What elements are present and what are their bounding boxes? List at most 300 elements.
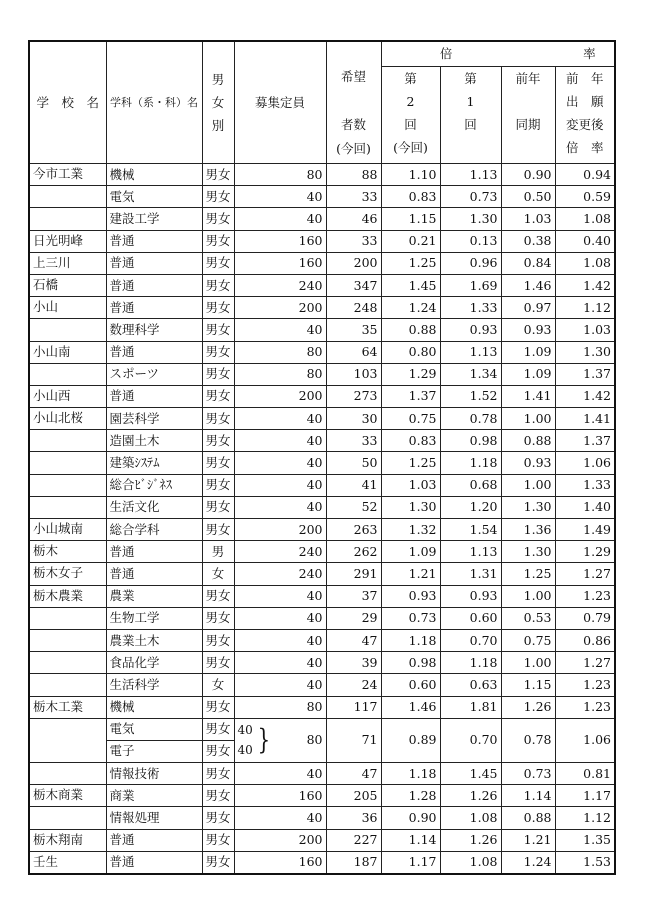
prev-year-ratio-cell: 0.93 — [501, 319, 555, 341]
table-row — [29, 785, 615, 807]
sex-cell: 男女 — [202, 652, 234, 674]
quota-cell: 200 — [234, 829, 326, 851]
table-row — [29, 607, 615, 629]
dept-cell: 建築ｼｽﾃﾑ — [106, 452, 202, 474]
after-change-ratio-cell: 1.06 — [555, 718, 615, 762]
school-cell — [29, 718, 106, 762]
school-cell — [29, 807, 106, 829]
after-change-ratio-cell: 1.41 — [555, 408, 615, 430]
sex-cell: 男女 — [202, 164, 234, 186]
quota-cell: 160 — [234, 851, 326, 874]
after-change-ratio-cell: 1.49 — [555, 519, 615, 541]
table-row — [29, 541, 615, 563]
ratio-table — [28, 40, 616, 875]
quota-cell: 40 — [234, 208, 326, 230]
round2-ratio-cell: 0.75 — [381, 408, 440, 430]
school-cell: 栃木女子 — [29, 563, 106, 585]
school-cell: 上三川 — [29, 252, 106, 274]
dept-cell: 生活科学 — [106, 674, 202, 696]
after-change-ratio-cell: 1.08 — [555, 208, 615, 230]
round2-ratio-cell: 1.46 — [381, 696, 440, 718]
round1-ratio-cell: 0.68 — [440, 474, 501, 496]
applicants-cell: 36 — [326, 807, 381, 829]
school-cell: 小山 — [29, 297, 106, 319]
dept-cell: 普通 — [106, 341, 202, 363]
prev-year-ratio-cell: 1.26 — [501, 696, 555, 718]
table-row — [29, 519, 615, 541]
quota-cell: 40 — [234, 452, 326, 474]
quota-cell: 40 — [234, 807, 326, 829]
applicants-cell: 33 — [326, 186, 381, 208]
after-change-ratio-cell: 0.40 — [555, 230, 615, 252]
prev-year-ratio-cell: 0.78 — [501, 718, 555, 762]
school-cell: 今市工業 — [29, 164, 106, 186]
round2-ratio-cell: 1.18 — [381, 629, 440, 651]
round2-ratio-cell: 1.32 — [381, 519, 440, 541]
table-row — [29, 252, 615, 274]
round2-ratio-cell: 1.45 — [381, 274, 440, 296]
round1-ratio-cell: 0.63 — [440, 674, 501, 696]
sex-cell: 男女 — [202, 208, 234, 230]
applicants-cell: 200 — [326, 252, 381, 274]
applicants-cell: 33 — [326, 430, 381, 452]
table-row — [29, 718, 615, 740]
after-change-ratio-cell: 0.81 — [555, 763, 615, 785]
dept-cell: 普通 — [106, 829, 202, 851]
applicants-cell: 52 — [326, 496, 381, 518]
dept-cell: 総合ﾋﾞｼﾞﾈｽ — [106, 474, 202, 496]
sub-quota-b: 40 — [237, 743, 253, 758]
applicants-cell: 46 — [326, 208, 381, 230]
header-round1: 第 1 回 — [440, 67, 501, 164]
school-cell: 小山南 — [29, 341, 106, 363]
round1-ratio-cell: 1.54 — [440, 519, 501, 541]
table-row — [29, 319, 615, 341]
round1-ratio-cell: 1.31 — [440, 563, 501, 585]
prev-year-ratio-cell: 1.41 — [501, 385, 555, 407]
round1-ratio-cell: 1.20 — [440, 496, 501, 518]
round1-ratio-cell: 1.52 — [440, 385, 501, 407]
school-cell: 小山西 — [29, 385, 106, 407]
sex-cell: 男女 — [202, 252, 234, 274]
quota-cell: 240 — [234, 563, 326, 585]
sex-cell: 男女 — [202, 629, 234, 651]
prev-year-ratio-cell: 1.21 — [501, 829, 555, 851]
table-row — [29, 763, 615, 785]
school-cell — [29, 452, 106, 474]
round2-ratio-cell: 0.21 — [381, 230, 440, 252]
dept-cell: 普通 — [106, 230, 202, 252]
round2-ratio-cell: 1.30 — [381, 496, 440, 518]
table-row — [29, 674, 615, 696]
school-cell — [29, 474, 106, 496]
sex-cell: 男女 — [202, 607, 234, 629]
sex-cell: 男女 — [202, 696, 234, 718]
dept-cell: 建設工学 — [106, 208, 202, 230]
prev-year-ratio-cell: 0.88 — [501, 430, 555, 452]
round1-ratio-cell: 0.78 — [440, 408, 501, 430]
round2-ratio-cell: 0.98 — [381, 652, 440, 674]
round1-ratio-cell: 1.81 — [440, 696, 501, 718]
after-change-ratio-cell: 0.59 — [555, 186, 615, 208]
school-cell: 壬生 — [29, 851, 106, 874]
quota-cell: 40 — [234, 674, 326, 696]
dept-cell: 総合学科 — [106, 519, 202, 541]
prev-year-ratio-cell: 0.38 — [501, 230, 555, 252]
round1-ratio-cell: 0.93 — [440, 319, 501, 341]
round2-ratio-cell: 1.29 — [381, 363, 440, 385]
quota-cell: 200 — [234, 385, 326, 407]
prev-year-ratio-cell: 0.73 — [501, 763, 555, 785]
after-change-ratio-cell: 1.33 — [555, 474, 615, 496]
header-applicants: 希望 者数 (今回) — [326, 41, 381, 164]
quota-cell: 40 — [234, 319, 326, 341]
dept-cell: 園芸科学 — [106, 408, 202, 430]
after-change-ratio-cell: 1.37 — [555, 363, 615, 385]
table-row — [29, 363, 615, 385]
dept-cell: 普通 — [106, 297, 202, 319]
prev-year-ratio-cell: 1.30 — [501, 541, 555, 563]
after-change-ratio-cell: 1.53 — [555, 851, 615, 874]
round1-ratio-cell: 0.13 — [440, 230, 501, 252]
sex-cell: 男女 — [202, 519, 234, 541]
school-cell — [29, 363, 106, 385]
sex-cell: 男女 — [202, 474, 234, 496]
table-row — [29, 341, 615, 363]
dept-cell: 電気 — [106, 718, 202, 740]
quota-cell: 40 — [234, 629, 326, 651]
prev-year-ratio-cell: 1.00 — [501, 652, 555, 674]
prev-year-ratio-cell: 1.15 — [501, 674, 555, 696]
brace-icon: } — [257, 723, 270, 757]
table-body — [29, 164, 615, 875]
after-change-ratio-cell: 0.94 — [555, 164, 615, 186]
table-row — [29, 385, 615, 407]
round1-ratio-cell: 0.93 — [440, 585, 501, 607]
quota-cell: 40 — [234, 652, 326, 674]
round1-ratio-cell: 1.33 — [440, 297, 501, 319]
round2-ratio-cell: 1.37 — [381, 385, 440, 407]
quota-cell: 40 — [234, 585, 326, 607]
dept-cell: 普通 — [106, 541, 202, 563]
quota-cell: 40 — [234, 496, 326, 518]
applicants-cell: 117 — [326, 696, 381, 718]
sex-cell: 男 — [202, 541, 234, 563]
applicants-cell: 71 — [326, 718, 381, 762]
after-change-ratio-cell: 1.29 — [555, 541, 615, 563]
after-change-ratio-cell: 1.12 — [555, 297, 615, 319]
prev-year-ratio-cell: 0.93 — [501, 452, 555, 474]
table-row — [29, 408, 615, 430]
round1-ratio-cell: 1.30 — [440, 208, 501, 230]
applicants-cell: 273 — [326, 385, 381, 407]
applicants-cell: 47 — [326, 763, 381, 785]
quota-cell: 80 — [234, 363, 326, 385]
dept-cell: 生物工学 — [106, 607, 202, 629]
sex-cell: 男女 — [202, 829, 234, 851]
after-change-ratio-cell: 0.79 — [555, 607, 615, 629]
header-prev-year: 前年 同期 — [501, 67, 555, 164]
school-cell: 小山北桜 — [29, 408, 106, 430]
prev-year-ratio-cell: 0.53 — [501, 607, 555, 629]
header-school: 学 校 名 — [29, 41, 106, 164]
sex-cell: 男女 — [202, 718, 234, 740]
table-row — [29, 496, 615, 518]
round1-ratio-cell: 0.70 — [440, 629, 501, 651]
quota-cell: 80 — [234, 341, 326, 363]
dept-cell: 数理科学 — [106, 319, 202, 341]
table-row — [29, 474, 615, 496]
quota-cell: 160 — [234, 252, 326, 274]
sex-cell: 男女 — [202, 496, 234, 518]
round2-ratio-cell: 1.25 — [381, 252, 440, 274]
round1-ratio-cell: 1.69 — [440, 274, 501, 296]
round2-ratio-cell: 1.24 — [381, 297, 440, 319]
applicants-cell: 347 — [326, 274, 381, 296]
after-change-ratio-cell: 1.12 — [555, 807, 615, 829]
table-row — [29, 452, 615, 474]
sex-cell: 女 — [202, 674, 234, 696]
school-cell: 石橋 — [29, 274, 106, 296]
table-row — [29, 186, 615, 208]
header-after-change: 前 年 出 願 変更後 倍 率 — [555, 67, 615, 164]
table-row — [29, 829, 615, 851]
sex-cell: 男女 — [202, 363, 234, 385]
sub-quota-a: 40 — [237, 723, 253, 738]
after-change-ratio-cell: 1.30 — [555, 341, 615, 363]
applicants-cell: 29 — [326, 607, 381, 629]
table-row — [29, 652, 615, 674]
quota-cell: 160 — [234, 230, 326, 252]
prev-year-ratio-cell: 1.24 — [501, 851, 555, 874]
table-row — [29, 629, 615, 651]
round1-ratio-cell: 1.13 — [440, 341, 501, 363]
school-cell — [29, 674, 106, 696]
after-change-ratio-cell: 1.03 — [555, 319, 615, 341]
table-row — [29, 563, 615, 585]
dept-cell: 機械 — [106, 696, 202, 718]
round2-ratio-cell: 1.25 — [381, 452, 440, 474]
round1-ratio-cell: 1.18 — [440, 452, 501, 474]
table-row — [29, 696, 615, 718]
dept-cell: 電子 — [106, 740, 202, 762]
dept-cell: 電気 — [106, 186, 202, 208]
quota-cell: 80 — [234, 696, 326, 718]
round2-ratio-cell: 1.28 — [381, 785, 440, 807]
applicants-cell: 262 — [326, 541, 381, 563]
prev-year-ratio-cell: 1.46 — [501, 274, 555, 296]
dept-cell: 造園土木 — [106, 430, 202, 452]
sex-cell: 男女 — [202, 807, 234, 829]
round2-ratio-cell: 0.60 — [381, 674, 440, 696]
table-row — [29, 297, 615, 319]
dept-cell: 機械 — [106, 164, 202, 186]
table-row — [29, 807, 615, 829]
quota-merged-cell — [234, 718, 326, 762]
sex-cell: 男女 — [202, 851, 234, 874]
table-row — [29, 164, 615, 186]
applicants-cell: 227 — [326, 829, 381, 851]
round2-ratio-cell: 1.09 — [381, 541, 440, 563]
round1-ratio-cell: 0.70 — [440, 718, 501, 762]
sex-cell: 男女 — [202, 341, 234, 363]
round2-ratio-cell: 0.88 — [381, 319, 440, 341]
applicants-cell: 50 — [326, 452, 381, 474]
prev-year-ratio-cell: 1.25 — [501, 563, 555, 585]
dept-cell: 農業 — [106, 585, 202, 607]
school-cell — [29, 629, 106, 651]
dept-cell: 生活文化 — [106, 496, 202, 518]
after-change-ratio-cell: 1.17 — [555, 785, 615, 807]
prev-year-ratio-cell: 0.88 — [501, 807, 555, 829]
applicants-cell: 33 — [326, 230, 381, 252]
round2-ratio-cell: 1.17 — [381, 851, 440, 874]
dept-cell: 普通 — [106, 252, 202, 274]
after-change-ratio-cell: 1.23 — [555, 585, 615, 607]
prev-year-ratio-cell: 1.00 — [501, 474, 555, 496]
header-dept: 学科（系・科）名 — [106, 41, 202, 164]
after-change-ratio-cell: 1.42 — [555, 385, 615, 407]
sex-cell: 女 — [202, 563, 234, 585]
quota-cell: 200 — [234, 297, 326, 319]
school-cell: 小山城南 — [29, 519, 106, 541]
round2-ratio-cell: 0.90 — [381, 807, 440, 829]
applicants-cell: 103 — [326, 363, 381, 385]
sex-cell: 男女 — [202, 297, 234, 319]
prev-year-ratio-cell: 1.30 — [501, 496, 555, 518]
dept-cell: 普通 — [106, 274, 202, 296]
prev-year-ratio-cell: 1.00 — [501, 585, 555, 607]
sex-cell: 男女 — [202, 385, 234, 407]
quota-cell: 40 — [234, 474, 326, 496]
round2-ratio-cell: 0.83 — [381, 186, 440, 208]
dept-cell: 普通 — [106, 563, 202, 585]
quota-cell: 80 — [234, 164, 326, 186]
prev-year-ratio-cell: 0.50 — [501, 186, 555, 208]
dept-cell: 情報技術 — [106, 763, 202, 785]
prev-year-ratio-cell: 1.09 — [501, 341, 555, 363]
sex-cell: 男女 — [202, 452, 234, 474]
after-change-ratio-cell: 1.42 — [555, 274, 615, 296]
prev-year-ratio-cell: 0.84 — [501, 252, 555, 274]
school-cell — [29, 496, 106, 518]
after-change-ratio-cell: 1.35 — [555, 829, 615, 851]
applicants-cell: 30 — [326, 408, 381, 430]
sex-cell: 男女 — [202, 430, 234, 452]
after-change-ratio-cell: 1.37 — [555, 430, 615, 452]
quota-cell: 40 — [234, 186, 326, 208]
after-change-ratio-cell: 1.06 — [555, 452, 615, 474]
table-row — [29, 430, 615, 452]
quota-cell: 40 — [234, 408, 326, 430]
round2-ratio-cell: 0.73 — [381, 607, 440, 629]
applicants-cell: 37 — [326, 585, 381, 607]
quota-cell: 160 — [234, 785, 326, 807]
sex-cell: 男女 — [202, 408, 234, 430]
table-row — [29, 585, 615, 607]
applicants-cell: 24 — [326, 674, 381, 696]
round1-ratio-cell: 1.18 — [440, 652, 501, 674]
after-change-ratio-cell: 1.23 — [555, 696, 615, 718]
quota-cell: 40 — [234, 430, 326, 452]
quota-total: 80 — [306, 732, 323, 748]
round1-ratio-cell: 0.96 — [440, 252, 501, 274]
school-cell — [29, 208, 106, 230]
table-row — [29, 274, 615, 296]
applicants-cell: 88 — [326, 164, 381, 186]
school-cell: 栃木農業 — [29, 585, 106, 607]
applicants-cell: 64 — [326, 341, 381, 363]
round1-ratio-cell: 0.60 — [440, 607, 501, 629]
dept-cell: 農業土木 — [106, 629, 202, 651]
round1-ratio-cell: 1.34 — [440, 363, 501, 385]
round2-ratio-cell: 1.03 — [381, 474, 440, 496]
prev-year-ratio-cell: 1.03 — [501, 208, 555, 230]
after-change-ratio-cell: 1.27 — [555, 563, 615, 585]
round2-ratio-cell: 1.21 — [381, 563, 440, 585]
school-cell — [29, 652, 106, 674]
prev-year-ratio-cell: 1.14 — [501, 785, 555, 807]
round2-ratio-cell: 0.83 — [381, 430, 440, 452]
round2-ratio-cell: 1.15 — [381, 208, 440, 230]
school-cell: 栃木翔南 — [29, 829, 106, 851]
round1-ratio-cell: 0.98 — [440, 430, 501, 452]
round1-ratio-cell: 1.13 — [440, 164, 501, 186]
round2-ratio-cell: 0.80 — [381, 341, 440, 363]
prev-year-ratio-cell: 1.00 — [501, 408, 555, 430]
sex-cell: 男女 — [202, 274, 234, 296]
round2-ratio-cell: 0.89 — [381, 718, 440, 762]
header-quota: 募集定員 — [234, 41, 326, 164]
round1-ratio-cell: 1.26 — [440, 829, 501, 851]
table-row — [29, 851, 615, 874]
applicants-cell: 35 — [326, 319, 381, 341]
school-cell: 栃木工業 — [29, 696, 106, 718]
sex-cell: 男女 — [202, 319, 234, 341]
school-cell — [29, 430, 106, 452]
applicants-cell: 291 — [326, 563, 381, 585]
prev-year-ratio-cell: 0.75 — [501, 629, 555, 651]
sex-cell: 男女 — [202, 585, 234, 607]
school-cell: 栃木商業 — [29, 785, 106, 807]
applicants-cell: 187 — [326, 851, 381, 874]
after-change-ratio-cell: 1.08 — [555, 252, 615, 274]
sex-cell: 男女 — [202, 763, 234, 785]
dept-cell: 普通 — [106, 385, 202, 407]
school-cell: 栃木 — [29, 541, 106, 563]
sex-cell: 男女 — [202, 785, 234, 807]
after-change-ratio-cell: 1.23 — [555, 674, 615, 696]
round1-ratio-cell: 1.26 — [440, 785, 501, 807]
header-ratio-group: 倍 率 — [381, 41, 615, 67]
quota-cell: 240 — [234, 274, 326, 296]
quota-cell: 40 — [234, 607, 326, 629]
applicants-cell: 47 — [326, 629, 381, 651]
after-change-ratio-cell: 0.86 — [555, 629, 615, 651]
school-cell: 日光明峰 — [29, 230, 106, 252]
dept-cell: 情報処理 — [106, 807, 202, 829]
round2-ratio-cell: 0.93 — [381, 585, 440, 607]
prev-year-ratio-cell: 0.97 — [501, 297, 555, 319]
sex-cell: 男女 — [202, 230, 234, 252]
school-cell — [29, 607, 106, 629]
admissions-ratio-sheet — [28, 40, 616, 875]
dept-cell: 商業 — [106, 785, 202, 807]
header-round2: 第 2 回 (今回) — [381, 67, 440, 164]
round2-ratio-cell: 1.10 — [381, 164, 440, 186]
table-row — [29, 230, 615, 252]
round1-ratio-cell: 1.45 — [440, 763, 501, 785]
